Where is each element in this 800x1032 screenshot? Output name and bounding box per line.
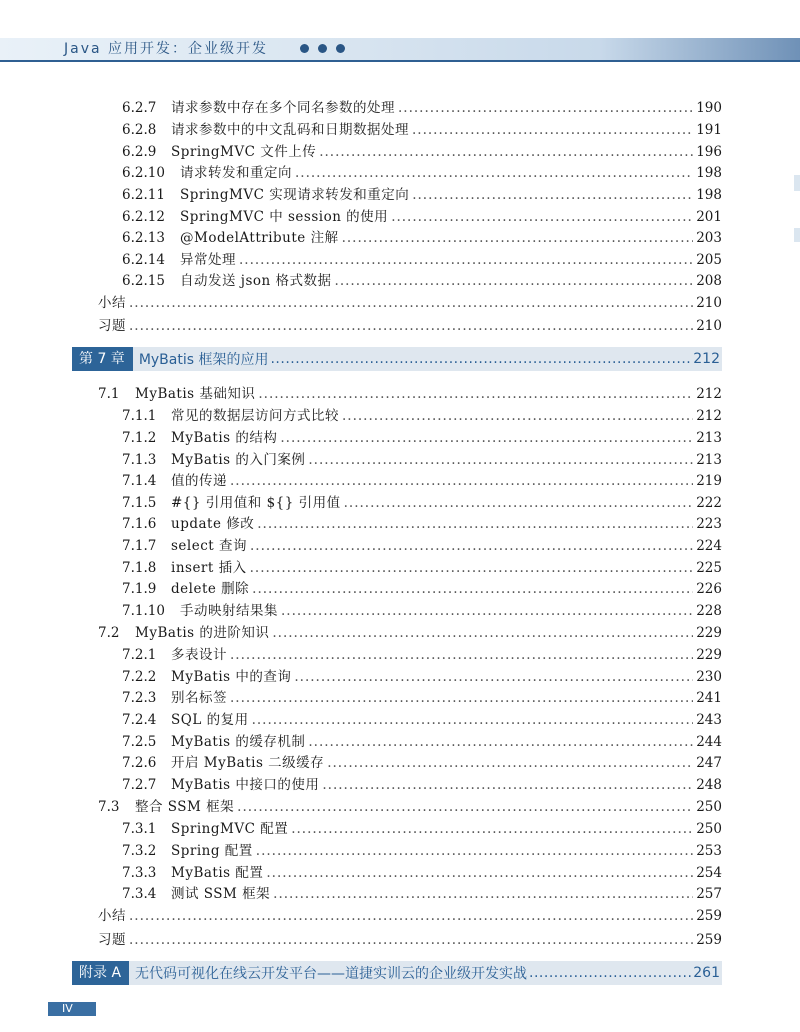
dot-leader bbox=[239, 249, 693, 271]
entry-title: 小结 bbox=[98, 908, 126, 924]
toc-entry[interactable] bbox=[122, 470, 722, 492]
running-header-title: Java 应用开发：企业级开发 bbox=[64, 41, 269, 57]
dot-leader bbox=[308, 731, 693, 753]
entry-title: MyBatis 配置 bbox=[171, 865, 264, 881]
entry-page: 219 bbox=[696, 473, 722, 489]
toc-entry[interactable] bbox=[122, 119, 722, 141]
entry-page: 248 bbox=[696, 777, 722, 793]
dot-leader bbox=[230, 644, 693, 666]
toc-entry[interactable] bbox=[122, 227, 722, 249]
toc-section-7-1[interactable] bbox=[98, 383, 722, 405]
entry-title: MyBatis 中接口的使用 bbox=[171, 777, 320, 793]
header-rule bbox=[0, 60, 800, 62]
dot-leader bbox=[270, 351, 691, 367]
side-decoration bbox=[794, 175, 800, 191]
entry-page: 212 bbox=[696, 386, 722, 402]
entry-number: 7.2.6 bbox=[122, 755, 157, 771]
dot-leader bbox=[412, 184, 693, 206]
entry-number: 7.3.2 bbox=[122, 843, 157, 859]
entry-title: SpringMVC 文件上传 bbox=[171, 144, 317, 160]
toc-entry-exercises[interactable] bbox=[98, 929, 722, 951]
dot-leader bbox=[319, 141, 693, 163]
entry-page: 247 bbox=[696, 755, 722, 771]
entry-page: 228 bbox=[696, 603, 722, 619]
entry-number: 7.2.7 bbox=[122, 777, 157, 793]
toc-entry[interactable] bbox=[122, 731, 722, 753]
dot-leader bbox=[129, 315, 693, 337]
dot-leader bbox=[294, 666, 693, 688]
toc-entry[interactable] bbox=[122, 535, 722, 557]
entry-page: 210 bbox=[696, 318, 722, 334]
entry-number: 6.2.8 bbox=[122, 122, 157, 138]
entry-page: 224 bbox=[696, 538, 722, 554]
entry-title: select 查询 bbox=[171, 538, 248, 554]
dot-leader bbox=[256, 840, 693, 862]
entry-page: 205 bbox=[696, 252, 722, 268]
dot-leader bbox=[258, 383, 693, 405]
toc-entry[interactable] bbox=[122, 840, 722, 862]
entry-number: 7.1.8 bbox=[122, 560, 157, 576]
dot-leader bbox=[308, 449, 693, 471]
entry-page: 250 bbox=[696, 821, 722, 837]
toc-entry[interactable] bbox=[122, 206, 722, 228]
entry-title: 小结 bbox=[98, 295, 126, 311]
entry-title: 值的传递 bbox=[171, 473, 227, 489]
dot-leader bbox=[412, 119, 693, 141]
dot-leader bbox=[391, 206, 693, 228]
entry-title: #{} 引用值和 ${} 引用值 bbox=[171, 495, 341, 511]
toc-entry[interactable] bbox=[122, 249, 722, 271]
entry-page: 226 bbox=[696, 581, 722, 597]
entry-title: MyBatis 的缓存机制 bbox=[171, 734, 306, 750]
entry-page: 244 bbox=[696, 734, 722, 750]
dot-leader bbox=[327, 752, 693, 774]
entry-number: 7.2.2 bbox=[122, 669, 157, 685]
entry-title: MyBatis 的入门案例 bbox=[171, 452, 306, 468]
entry-number: 6.2.11 bbox=[122, 187, 165, 203]
toc-entry[interactable] bbox=[122, 578, 722, 600]
entry-title: MyBatis 中的查询 bbox=[171, 669, 292, 685]
entry-title: insert 插入 bbox=[171, 560, 247, 576]
dot-leader bbox=[250, 557, 694, 579]
entry-number: 7.1.6 bbox=[122, 516, 157, 532]
entry-page: 259 bbox=[696, 908, 722, 924]
entry-number: 7.1.3 bbox=[122, 452, 157, 468]
entry-page: 229 bbox=[696, 625, 722, 641]
entry-title: 常见的数据层访问方式比较 bbox=[171, 408, 339, 424]
entry-title: 异常处理 bbox=[180, 252, 236, 268]
entry-title: 请求参数中存在多个同名参数的处理 bbox=[171, 100, 395, 116]
chapter-page: 212 bbox=[693, 351, 720, 367]
entry-title: 别名标签 bbox=[171, 690, 227, 706]
entry-number: 7.2.4 bbox=[122, 712, 157, 728]
toc-entry[interactable] bbox=[122, 97, 722, 119]
toc-entry[interactable] bbox=[122, 184, 722, 206]
entry-title: 请求参数中的中文乱码和日期数据处理 bbox=[171, 122, 409, 138]
entry-title: 自动发送 json 格式数据 bbox=[180, 273, 332, 289]
toc-section-7-3[interactable] bbox=[98, 796, 722, 818]
entry-page: 223 bbox=[696, 516, 722, 532]
entry-page: 190 bbox=[696, 100, 722, 116]
entry-number: 7.2.3 bbox=[122, 690, 157, 706]
entry-number: 6.2.7 bbox=[122, 100, 157, 116]
entry-page: 213 bbox=[696, 452, 722, 468]
entry-number: 7.1.7 bbox=[122, 538, 157, 554]
dot-leader bbox=[398, 97, 693, 119]
entry-page: 225 bbox=[696, 560, 722, 576]
entry-page: 243 bbox=[696, 712, 722, 728]
entry-number: 6.2.13 bbox=[122, 230, 165, 246]
entry-number: 7.3.1 bbox=[122, 821, 157, 837]
entry-page: 198 bbox=[696, 187, 722, 203]
chapter-label: 第 7 章 bbox=[72, 347, 133, 371]
chapter-7-heading[interactable] bbox=[72, 347, 722, 371]
entry-page: 250 bbox=[696, 799, 722, 815]
entry-page: 198 bbox=[696, 165, 722, 181]
entry-page: 230 bbox=[696, 669, 722, 685]
entry-page: 208 bbox=[696, 273, 722, 289]
toc-entry[interactable] bbox=[122, 513, 722, 535]
dot-leader bbox=[273, 883, 693, 905]
entry-page: 201 bbox=[696, 209, 722, 225]
header-dots bbox=[300, 44, 345, 53]
toc-entry[interactable] bbox=[122, 405, 722, 427]
entry-number: 7.3.3 bbox=[122, 865, 157, 881]
entry-title: 测试 SSM 框架 bbox=[171, 886, 271, 902]
entry-page: 241 bbox=[696, 690, 722, 706]
entry-title: MyBatis 基础知识 bbox=[135, 386, 256, 402]
entry-page: 222 bbox=[696, 495, 722, 511]
toc-entry[interactable] bbox=[122, 752, 722, 774]
dot-leader bbox=[266, 862, 693, 884]
entry-number: 6.2.14 bbox=[122, 252, 165, 268]
entry-title: SQL 的复用 bbox=[171, 712, 249, 728]
toc-entry[interactable] bbox=[122, 557, 722, 579]
dot-leader bbox=[252, 578, 693, 600]
toc-entry-exercises[interactable] bbox=[98, 315, 722, 337]
entry-number: 7.2 bbox=[98, 625, 120, 641]
dot-leader bbox=[291, 818, 693, 840]
dot-leader bbox=[129, 292, 693, 314]
toc-entry[interactable] bbox=[122, 162, 722, 184]
header-dot bbox=[300, 44, 309, 53]
entry-title: 手动映射结果集 bbox=[180, 603, 278, 619]
toc-entry[interactable] bbox=[122, 709, 722, 731]
entry-page: 212 bbox=[696, 408, 722, 424]
dot-leader bbox=[257, 513, 693, 535]
entry-page: 229 bbox=[696, 647, 722, 663]
entry-number: 7.1.1 bbox=[122, 408, 157, 424]
toc-entry[interactable] bbox=[122, 818, 722, 840]
entry-page: 203 bbox=[696, 230, 722, 246]
entry-number: 7.1 bbox=[98, 386, 120, 402]
entry-number: 7.1.2 bbox=[122, 430, 157, 446]
toc-entry[interactable] bbox=[122, 141, 722, 163]
entry-number: 6.2.9 bbox=[122, 144, 157, 160]
entry-title: 习题 bbox=[98, 318, 126, 334]
toc-entry[interactable] bbox=[122, 600, 722, 622]
toc-entry[interactable] bbox=[122, 449, 722, 471]
entry-page: 259 bbox=[696, 932, 722, 948]
toc-entry[interactable] bbox=[122, 270, 722, 292]
entry-page: 254 bbox=[696, 865, 722, 881]
toc-entry[interactable] bbox=[122, 774, 722, 796]
entry-title: 开启 MyBatis 二级缓存 bbox=[171, 755, 325, 771]
entry-number: 7.3.4 bbox=[122, 886, 157, 902]
entry-title: delete 删除 bbox=[171, 581, 250, 597]
header-dot bbox=[318, 44, 327, 53]
toc-entry-summary[interactable] bbox=[98, 905, 722, 927]
entry-title: Spring 配置 bbox=[171, 843, 253, 859]
entry-title: @ModelAttribute 注解 bbox=[180, 230, 339, 246]
dot-leader bbox=[230, 687, 693, 709]
entry-number: 6.2.15 bbox=[122, 273, 165, 289]
entry-page: 257 bbox=[696, 886, 722, 902]
chapter-title: MyBatis 框架的应用 bbox=[138, 352, 269, 368]
entry-page: 253 bbox=[696, 843, 722, 859]
dot-leader bbox=[272, 622, 693, 644]
entry-title: 请求转发和重定向 bbox=[180, 165, 292, 181]
entry-number: 7.3 bbox=[98, 799, 120, 815]
dot-leader bbox=[342, 227, 694, 249]
header-dot bbox=[336, 44, 345, 53]
entry-title: MyBatis 的进阶知识 bbox=[135, 625, 270, 641]
entry-title: MyBatis 的结构 bbox=[171, 430, 278, 446]
dot-leader bbox=[281, 600, 693, 622]
entry-number: 6.2.12 bbox=[122, 209, 165, 225]
entry-page: 213 bbox=[696, 430, 722, 446]
entry-number: 7.1.4 bbox=[122, 473, 157, 489]
dot-leader bbox=[252, 709, 694, 731]
dot-leader bbox=[250, 535, 693, 557]
dot-leader bbox=[344, 492, 694, 514]
dot-leader bbox=[295, 162, 693, 184]
appendix-label: 附录 A bbox=[72, 961, 129, 985]
dot-leader bbox=[129, 929, 693, 951]
toc-section-7-2[interactable] bbox=[98, 622, 722, 644]
appendix-page: 261 bbox=[693, 965, 720, 981]
toc-entry[interactable] bbox=[122, 427, 722, 449]
dot-leader bbox=[529, 965, 691, 981]
dot-leader bbox=[237, 796, 693, 818]
appendix-a-heading[interactable] bbox=[72, 961, 722, 985]
entry-page: 191 bbox=[696, 122, 722, 138]
toc-entry[interactable] bbox=[122, 492, 722, 514]
toc-entry[interactable] bbox=[122, 666, 722, 688]
dot-leader bbox=[280, 427, 693, 449]
page-number-tab: IV bbox=[48, 1002, 96, 1016]
entry-title: SpringMVC 中 session 的使用 bbox=[180, 209, 389, 225]
toc-entry-summary[interactable] bbox=[98, 292, 722, 314]
entry-page: 210 bbox=[696, 295, 722, 311]
toc-entry[interactable] bbox=[122, 862, 722, 884]
entry-number: 7.1.5 bbox=[122, 495, 157, 511]
toc-entry[interactable] bbox=[122, 687, 722, 709]
toc-entry[interactable] bbox=[122, 644, 722, 666]
dot-leader bbox=[342, 405, 693, 427]
entry-title: update 修改 bbox=[171, 516, 255, 532]
entry-number: 7.2.1 bbox=[122, 647, 157, 663]
entry-title: 整合 SSM 框架 bbox=[135, 799, 235, 815]
entry-number: 7.2.5 bbox=[122, 734, 157, 750]
dot-leader bbox=[230, 470, 693, 492]
entry-number: 6.2.10 bbox=[122, 165, 165, 181]
entry-page: 196 bbox=[696, 144, 722, 160]
entry-title: SpringMVC 实现请求转发和重定向 bbox=[180, 187, 410, 203]
entry-number: 7.1.10 bbox=[122, 603, 165, 619]
toc-entry[interactable] bbox=[122, 883, 722, 905]
entry-title: SpringMVC 配置 bbox=[171, 821, 289, 837]
entry-title: 习题 bbox=[98, 932, 126, 948]
appendix-title: 无代码可视化在线云开发平台——道捷实训云的企业级开发实战 bbox=[135, 966, 528, 982]
dot-leader bbox=[129, 905, 693, 927]
dot-leader bbox=[335, 270, 694, 292]
entry-title: 多表设计 bbox=[171, 647, 227, 663]
side-decoration bbox=[794, 228, 800, 242]
dot-leader bbox=[322, 774, 693, 796]
entry-number: 7.1.9 bbox=[122, 581, 157, 597]
